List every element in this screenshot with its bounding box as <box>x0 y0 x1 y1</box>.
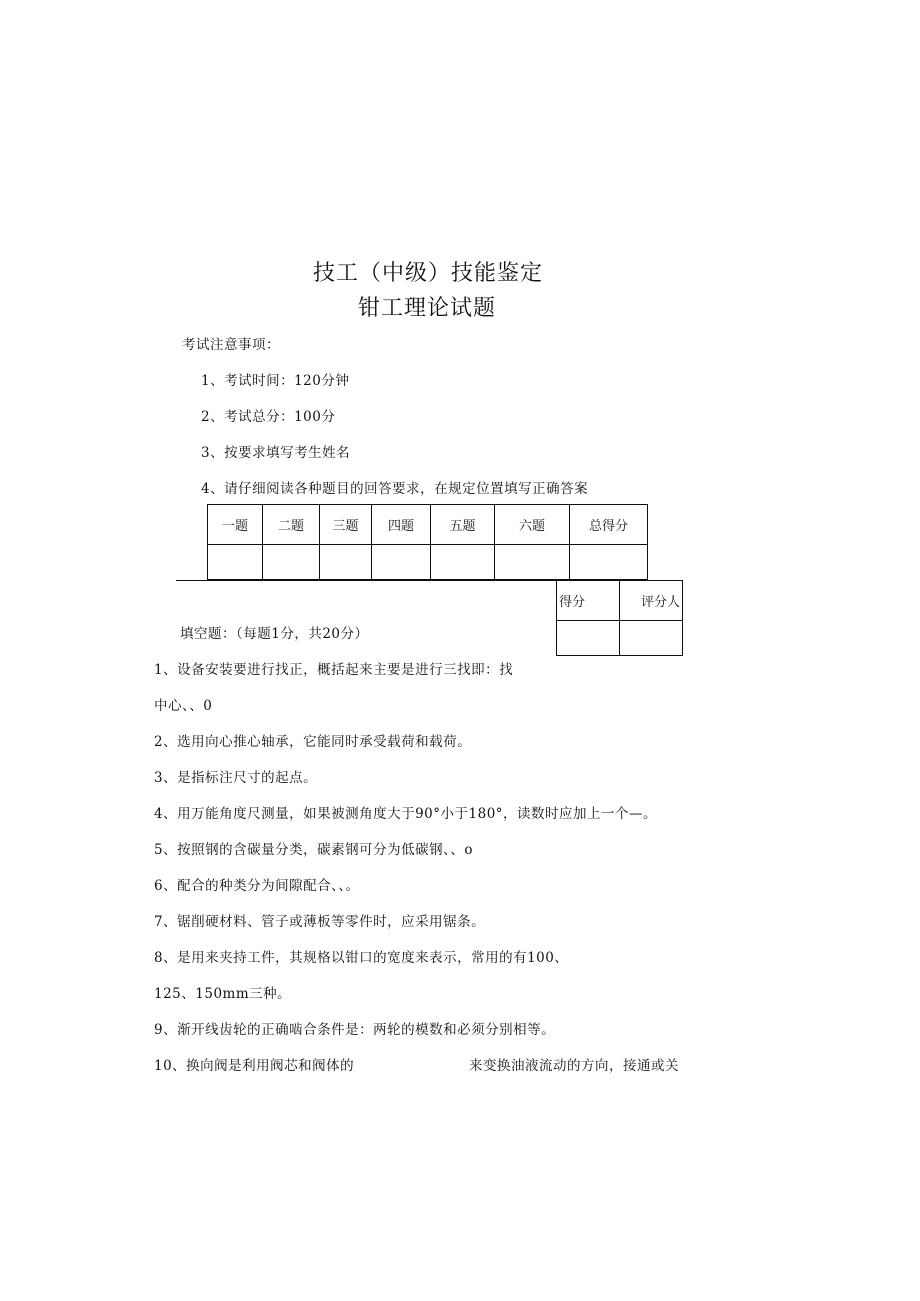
score-cell[interactable] <box>431 545 495 580</box>
score-header-1: 一题 <box>208 505 263 545</box>
question-8-cont: 125、150mm三种。 <box>154 986 292 1002</box>
question-1-cont: 中心、、0 <box>154 698 213 714</box>
notice-item: 2、考试总分：100分 <box>201 409 336 425</box>
grader-score-cell[interactable] <box>557 621 620 656</box>
question-1: 1、设备安装要进行找正，概括起来主要是进行三找即：找 <box>154 662 514 678</box>
score-cell[interactable] <box>263 545 320 580</box>
score-header-2: 二题 <box>263 505 320 545</box>
score-header-5: 五题 <box>431 505 495 545</box>
score-header-4: 四题 <box>372 505 431 545</box>
question-6: 6、配合的种类分为间隙配合、、。 <box>154 878 360 894</box>
score-header-6: 六题 <box>495 505 570 545</box>
notice-item: 1、考试时间：120分钟 <box>201 373 350 389</box>
exam-subtitle: 钳工理论试题 <box>358 296 497 321</box>
score-cell[interactable] <box>570 545 648 580</box>
score-cell[interactable] <box>208 545 263 580</box>
score-table <box>207 504 648 580</box>
question-4: 4、用万能角度尺测量，如果被测角度大于90°小于180°，读数时应加上一个—。 <box>154 806 658 822</box>
grader-name-header: 评分人 <box>620 581 683 621</box>
score-cell[interactable] <box>495 545 570 580</box>
question-9: 9、渐开线齿轮的正确啮合条件是：两轮的模数和必须分别相等。 <box>154 1022 556 1038</box>
notice-heading: 考试注意事项： <box>182 337 280 353</box>
question-8: 8、是用来夹持工件，其规格以钳口的宽度来表示，常用的有100、 <box>154 950 569 966</box>
question-5: 5、按照钢的含碳量分类，碳素钢可分为低碳钢、、o <box>154 842 473 858</box>
question-10-part2: 来变换油液流动的方向，接通或关 <box>469 1058 679 1074</box>
question-3: 3、是指标注尺寸的起点。 <box>154 770 318 786</box>
score-header-total: 总得分 <box>570 505 648 545</box>
question-7: 7、锯削硬材料、管子或薄板等零件时，应采用锯条。 <box>154 914 486 930</box>
score-cell[interactable] <box>320 545 372 580</box>
exam-title: 技工（中级）技能鉴定 <box>313 261 544 286</box>
question-10-part1: 10、换向阀是利用阀芯和阀体的 <box>154 1058 355 1074</box>
grader-score-header: 得分 <box>557 581 620 621</box>
grader-name-cell[interactable] <box>620 621 683 656</box>
section-heading: 填空题：（每题1分，共20分） <box>180 626 369 642</box>
score-header-3: 三题 <box>320 505 372 545</box>
notice-item: 3、按要求填写考生姓名 <box>201 445 351 461</box>
separator-line <box>176 580 557 581</box>
score-cell[interactable] <box>372 545 431 580</box>
question-2: 2、选用向心推心轴承，它能同时承受载荷和载荷。 <box>154 734 472 750</box>
notice-item: 4、请仔细阅读各种题目的回答要求，在规定位置填写正确答案 <box>201 481 589 497</box>
grader-table <box>556 580 683 656</box>
